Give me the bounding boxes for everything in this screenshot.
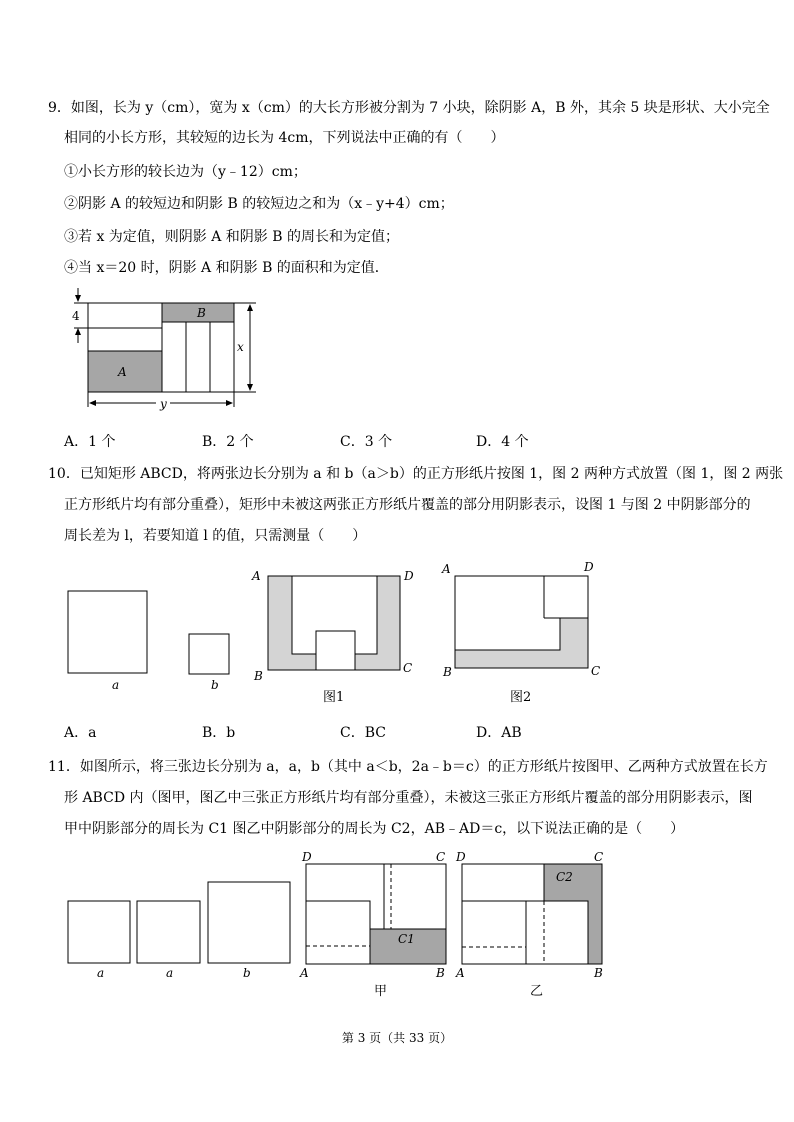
q11-square-a2	[137, 901, 200, 963]
q10-fig2-label-b: B	[443, 665, 452, 679]
q9-statement-1: ①小长方形的较长边为（y﹣12）cm；	[64, 164, 307, 180]
q10-fig2-label-a: A	[442, 562, 451, 576]
q11-jia-shade-label: C1	[398, 932, 415, 946]
q11-stem-line3: 甲中阴影部分的周长为 C1 图乙中阴影部分的周长为 C2，AB﹣AD＝c，以下说法正确的是（ ）	[64, 821, 685, 837]
q11-yi-shade-label: C2	[556, 870, 573, 884]
q9-label-y: y	[160, 397, 167, 411]
q9-statement-3: ③若 x 为定值，则阴影 A 和阴影 B 的周长和为定值；	[64, 229, 399, 245]
q11-square-a1	[68, 901, 130, 963]
q9-label-a: A	[118, 365, 127, 379]
q10-fig2-label-d: D	[584, 560, 594, 574]
q11-label-sq3: b	[243, 966, 251, 980]
q9-statement-4: ④当 x＝20 时，阴影 A 和阴影 B 的面积和为定值．	[64, 260, 389, 276]
q10-fig1-label-b: B	[254, 669, 263, 683]
q10-option-c: C．BC	[340, 725, 386, 741]
q11-stem-line2: 形 ABCD 内（图甲，图乙中三张正方形纸片均有部分重叠），未被这三张正方形纸片覆盖的部分用阴影表示，图	[64, 790, 753, 806]
q9-figure	[60, 285, 270, 425]
q10-option-d: D．AB	[476, 725, 522, 741]
q10-fig1-caption: 图1	[323, 690, 345, 705]
q10-stem-line1: 10．已知矩形 ABCD，将两张边长分别为 a 和 b（a＞b）的正方形纸片按图 1，图 2 两种方式放置（图 1，图 2 两张	[48, 466, 784, 482]
q10-fig1-label-a: A	[252, 569, 261, 583]
q9-option-d: D．4 个	[476, 434, 529, 450]
q11-yi-label-a: A	[456, 966, 465, 980]
q10-fig2-label-c: C	[591, 664, 601, 678]
q10-stem-line2: 正方形纸片均有部分重叠），矩形中未被这两张正方形纸片覆盖的部分用阴影表示，设图 1 与图 2 中阴影部分的	[64, 497, 751, 513]
q11-jia-label-c: C	[436, 850, 446, 864]
q11-square-b	[208, 882, 290, 963]
q10-figure	[60, 558, 620, 713]
page-footer: 第 3 页（共 33 页）	[341, 1031, 453, 1045]
q9-label-b: B	[197, 306, 206, 320]
q9-option-b: B．2 个	[202, 434, 254, 450]
q11-yi-label-b: B	[594, 966, 603, 980]
q10-fig1-label-c: C	[403, 661, 413, 675]
q11-yi-caption: 乙	[530, 984, 544, 999]
q11-yi-label-c: C	[594, 850, 604, 864]
q11-jia-label-d: D	[302, 850, 312, 864]
q9-stem-line1: 9．如图，长为 y（cm），宽为 x（cm）的大长方形被分割为 7 小块，除阴影 A，B 外，其余 5 块是形状、大小完全	[48, 100, 770, 116]
q10-square-b	[189, 634, 229, 674]
q9-statement-2: ②阴影 A 的较短边和阴影 B 的较短边之和为（x﹣y+4）cm；	[64, 196, 454, 212]
q11-jia-label-b: B	[436, 966, 445, 980]
q11-label-sq2: a	[166, 966, 174, 980]
q10-label-square-b: b	[211, 678, 219, 692]
q10-option-b: B．b	[202, 725, 236, 741]
q9-label-4: 4	[72, 309, 80, 323]
q11-jia-label-a: A	[300, 966, 309, 980]
q9-option-a: A．1 个	[64, 434, 116, 450]
q11-stem-line1: 11．如图所示，将三张边长分别为 a，a，b（其中 a＜b，2a﹣b＝c）的正方形纸片按图甲、乙两种方式放置在长方	[48, 759, 768, 775]
q11-yi-label-d: D	[456, 850, 466, 864]
q10-fig1-label-d: D	[404, 569, 414, 583]
q10-square-a	[68, 591, 147, 673]
q10-label-square-a: a	[112, 678, 120, 692]
q10-fig2-caption: 图2	[510, 690, 532, 705]
q11-figure	[60, 845, 620, 1005]
q9-stem-line2: 相同的小长方形，其较短的边长为 4cm，下列说法中正确的有（ ）	[64, 130, 505, 146]
q10-stem-line3: 周长差为 l，若要知道 l 的值，只需测量（ ）	[64, 528, 367, 544]
q10-option-a: A．a	[64, 725, 97, 741]
q11-label-sq1: a	[97, 966, 105, 980]
q9-option-c: C．3 个	[340, 434, 393, 450]
q11-jia-caption: 甲	[374, 984, 388, 999]
q9-label-x: x	[237, 340, 244, 354]
